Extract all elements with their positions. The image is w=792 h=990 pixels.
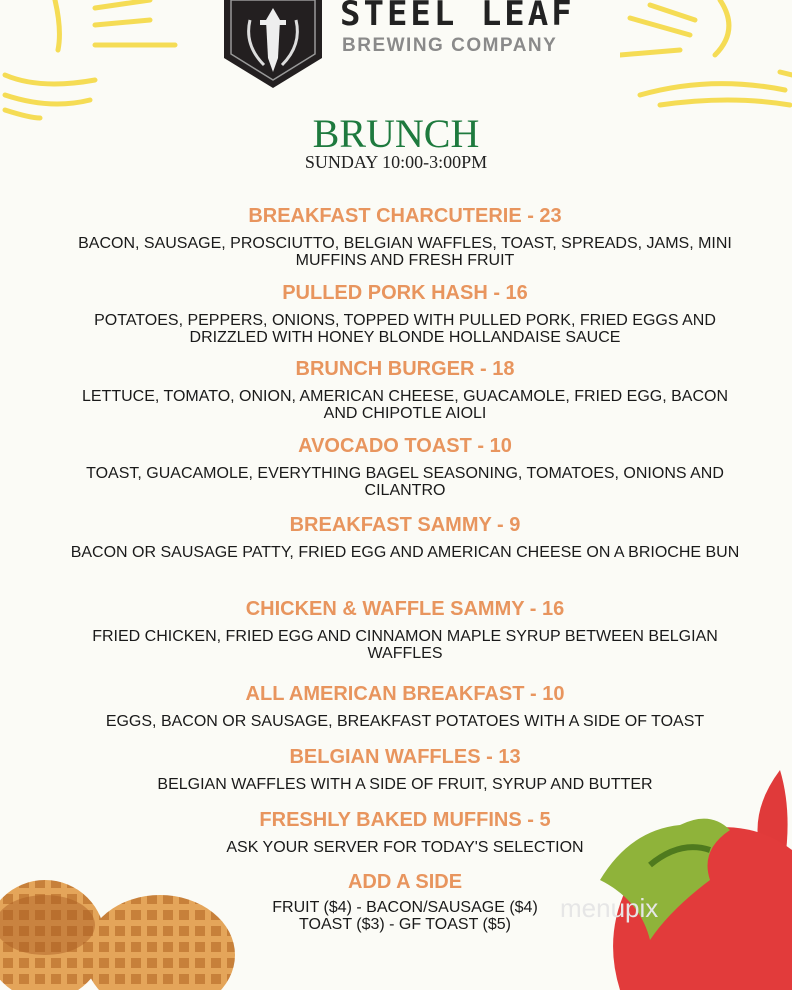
menu-item-name: BREAKFAST CHARCUTERIE - 23 (248, 205, 562, 227)
menu-item-description: BACON OR SAUSAGE PATTY, FRIED EGG AND AMERICAN CHEESE ON A BRIOCHE BUN (70, 544, 740, 561)
menu-item-name: ADD A SIDE (347, 871, 463, 893)
watermark: menupix (560, 893, 659, 923)
menu-item-name: FRESHLY BAKED MUFFINS - 5 (259, 809, 551, 831)
menu-item-description: FRIED CHICKEN, FRIED EGG AND CINNAMON MAPLE SYRUP BETWEEN BELGIAN WAFFLES (92, 628, 718, 662)
menu-item (60, 597, 750, 662)
brand-name: STEEL LEAF (340, 0, 575, 34)
menu-item (60, 434, 750, 499)
menu-item-description: POTATOES, PEPPERS, ONIONS, TOPPED WITH PULLED PORK, FRIED EGGS AND DRIZZLED WITH HONEY BLONDE HOLLANDAISE SAUCE (94, 312, 716, 346)
menu-item-description: FRUIT ($4) - BACON/SAUSAGE ($4) TOAST ($3) - GF TOAST ($5) (272, 899, 538, 933)
menu-title: BRUNCH (312, 111, 480, 156)
menu-item-description: LETTUCE, TOMATO, ONION, AMERICAN CHEESE, GUACAMOLE, FRIED EGG, BACON AND CHIPOTLE AIOLI (81, 388, 729, 422)
menu-item-description: ASK YOUR SERVER FOR TODAY'S SELECTION (226, 839, 584, 856)
menu-item (60, 870, 750, 933)
menu-item-name: BELGIAN WAFFLES - 13 (289, 746, 521, 768)
menu-item-name: BRUNCH BURGER - 18 (295, 358, 515, 380)
menu-item (60, 513, 750, 561)
menu-item (60, 357, 750, 422)
menu-item-name: BREAKFAST SAMMY - 9 (289, 514, 521, 536)
menu-item (60, 682, 750, 730)
menu-item-name: PULLED PORK HASH - 16 (282, 282, 528, 304)
menu-item-description: BELGIAN WAFFLES WITH A SIDE OF FRUIT, SYRUP AND BUTTER (157, 776, 653, 793)
steel-leaf-logo (222, 0, 324, 88)
menu-item (60, 204, 750, 269)
menu-item (60, 745, 750, 793)
menu-item (60, 808, 750, 856)
menu-item-name: CHICKEN & WAFFLE SAMMY - 16 (245, 598, 565, 620)
menu-hours: SUNDAY 10:00-3:00PM (304, 152, 488, 172)
brand-subtitle: BREWING COMPANY (342, 35, 558, 56)
menu-item-name: AVOCADO TOAST - 10 (298, 435, 512, 457)
menu-item-description: TOAST, GUACAMOLE, EVERYTHING BAGEL SEASONING, TOMATOES, ONIONS AND CILANTRO (86, 465, 724, 499)
menu-item-description: EGGS, BACON OR SAUSAGE, BREAKFAST POTATOES WITH A SIDE OF TOAST (105, 713, 705, 730)
menu-item-description: BACON, SAUSAGE, PROSCIUTTO, BELGIAN WAFFLES, TOAST, SPREADS, JAMS, MINI MUFFINS AND FRESH FRUIT (78, 235, 732, 269)
menu-item-name: ALL AMERICAN BREAKFAST - 10 (245, 683, 565, 705)
menu-item (60, 281, 750, 346)
